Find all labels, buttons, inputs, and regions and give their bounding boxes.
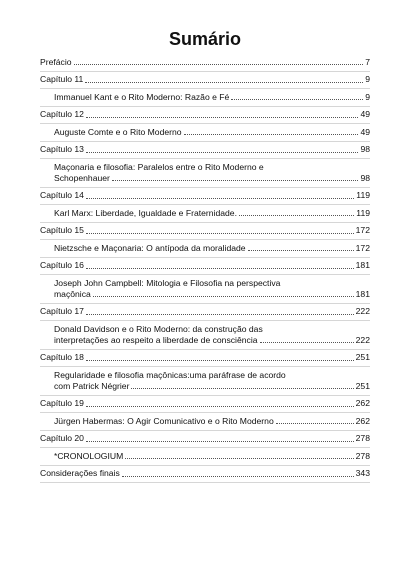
toc-page-number: 343 (355, 468, 370, 478)
toc-entry-row (54, 381, 370, 392)
toc-entry-title: Considerações finais (40, 468, 120, 478)
toc-entry-title: Immanuel Kant e o Rito Moderno: Razão e Fé (54, 91, 230, 102)
toc-page-number: 181 (355, 288, 370, 299)
dot-leader (85, 82, 363, 83)
toc-entry-title: Capítulo 20 (40, 433, 84, 443)
toc-entry[interactable] (40, 304, 370, 322)
toc-entry-row (40, 109, 370, 120)
toc-entry-title: Capítulo 15 (40, 225, 84, 235)
toc-entry-row (40, 74, 370, 85)
toc-entry[interactable] (40, 431, 370, 449)
dot-leader (260, 342, 354, 343)
dot-leader (276, 423, 354, 424)
toc-subentry[interactable] (40, 413, 370, 431)
toc-entry-row (40, 352, 370, 363)
toc-entry[interactable] (40, 466, 370, 484)
toc-subentry[interactable] (40, 159, 370, 188)
toc-entry-row (40, 190, 370, 201)
toc-entry-row (40, 433, 370, 444)
toc-entry-title: interpretações ao respeito a liberdade de consciência (54, 334, 258, 345)
toc-entry-title: Capítulo 11 (40, 74, 84, 84)
dot-leader (74, 64, 364, 65)
toc-page-number: 181 (355, 260, 370, 270)
toc-entry-row (40, 225, 370, 236)
toc-entry-row (54, 127, 370, 138)
dot-leader (231, 99, 363, 100)
toc-entry-title: Karl Marx: Liberdade, Igualdade e Fraternidade. (54, 207, 237, 218)
toc-entry-row (54, 173, 370, 184)
toc-entry-row (54, 92, 370, 103)
dot-leader (112, 180, 359, 181)
toc-entry-title: Nietzsche e Maçonaria: O antípoda da moralidade (54, 242, 246, 253)
toc-page-number: 172 (355, 242, 370, 253)
toc-page-number: 172 (355, 225, 370, 235)
toc-entry-title: Capítulo 12 (40, 109, 84, 119)
toc-entry-row (54, 243, 370, 254)
toc-subentry[interactable] (40, 89, 370, 107)
toc-entry-row (54, 289, 370, 300)
dot-leader (86, 314, 354, 315)
toc-entry-title: Capítulo 19 (40, 398, 84, 408)
toc-subentry[interactable] (40, 321, 370, 350)
toc-page-number: 119 (356, 190, 370, 200)
toc-entry[interactable] (40, 72, 370, 90)
toc-page-number: 251 (355, 380, 370, 391)
dot-leader (184, 134, 359, 135)
toc-entry-row (54, 208, 370, 219)
toc-entry-row (40, 306, 370, 317)
toc-subentry[interactable] (40, 205, 370, 223)
dot-leader (131, 388, 353, 389)
dot-leader (86, 233, 354, 234)
dot-leader (86, 441, 354, 442)
toc-page-number: 98 (360, 172, 370, 183)
toc-page-number: 9 (365, 74, 370, 84)
toc-entry-title: *CRONOLOGIUM (54, 450, 124, 461)
dot-leader (93, 296, 354, 297)
toc-page-number: 262 (355, 398, 370, 408)
toc-page-number: 222 (355, 306, 370, 316)
toc-page-number: 98 (360, 144, 370, 154)
toc-entry[interactable] (40, 142, 370, 160)
toc-entry[interactable] (40, 107, 370, 125)
toc-entry[interactable] (40, 188, 370, 206)
dot-leader (122, 476, 354, 477)
toc-entry-row (40, 468, 370, 479)
toc-entry[interactable] (40, 396, 370, 414)
toc-entry-title: Capítulo 18 (40, 352, 84, 362)
toc-entry-title-line: Donald Davidson e o Rito Moderno: da construção das (54, 323, 263, 334)
toc-page-number: 262 (355, 415, 370, 426)
toc-entry-title: Capítulo 14 (40, 190, 84, 200)
document-page (40, 28, 370, 483)
toc-entry-row (40, 398, 370, 409)
toc-entry-title: Capítulo 13 (40, 144, 84, 154)
toc-page-number: 119 (356, 207, 370, 218)
toc-page-number: 9 (365, 91, 370, 102)
toc-page-number: 49 (360, 109, 370, 119)
toc-subentry[interactable] (40, 275, 370, 304)
toc-page-number: 278 (355, 433, 370, 443)
dot-leader (86, 152, 358, 153)
dot-leader (86, 198, 354, 199)
toc-entry-row (40, 260, 370, 271)
toc-entry[interactable] (40, 54, 370, 72)
toc-entry[interactable] (40, 258, 370, 276)
page-title: Sumário (168, 29, 242, 49)
toc-entry-row (54, 416, 370, 427)
toc-entry-title: Capítulo 17 (40, 306, 84, 316)
dot-leader (125, 458, 353, 459)
toc-entry-title: Capítulo 16 (40, 260, 84, 270)
toc-page-number: 49 (360, 126, 370, 137)
toc-entry-title: Auguste Comte e o Rito Moderno (54, 126, 182, 137)
toc-entry-title: Schopenhauer (54, 172, 110, 183)
dot-leader (86, 268, 354, 269)
dot-leader (248, 250, 354, 251)
toc-entry-row (54, 335, 370, 346)
toc-entry-row (54, 451, 370, 462)
toc-page-number: 222 (355, 334, 370, 345)
toc-entry-row (40, 144, 370, 155)
toc-subentry[interactable] (40, 240, 370, 258)
toc-entry-title: com Patrick Négrier (54, 380, 130, 391)
toc-entry-row (40, 57, 370, 68)
toc-entry-title: maçônica (54, 288, 91, 299)
toc-subentry[interactable] (40, 124, 370, 142)
dot-leader (86, 117, 358, 118)
toc-entry-title-line: Regularidade e filosofia maçônicas:uma paráfrase de acordo (54, 369, 286, 380)
toc-page-number: 278 (355, 450, 370, 461)
toc-page-number: 251 (355, 352, 370, 362)
toc-subentry[interactable] (40, 367, 370, 396)
toc-subentry[interactable] (40, 448, 370, 466)
toc-entry-title-line: Joseph John Campbell: Mitologia e Filosofia na perspectiva (54, 277, 281, 288)
toc-entry-title: Jürgen Habermas: O Agir Comunicativo e o Rito Moderno (54, 415, 274, 426)
dot-leader (86, 360, 354, 361)
dot-leader (239, 215, 354, 216)
toc-entry[interactable] (40, 350, 370, 368)
toc-entry-title-line: Maçonaria e filosofia: Paralelos entre o Rito Moderno e (54, 161, 264, 172)
toc-entry-title: Prefácio (40, 56, 72, 67)
toc-entry[interactable] (40, 223, 370, 241)
table-of-contents (40, 54, 370, 483)
dot-leader (86, 406, 354, 407)
toc-page-number: 7 (365, 56, 370, 67)
